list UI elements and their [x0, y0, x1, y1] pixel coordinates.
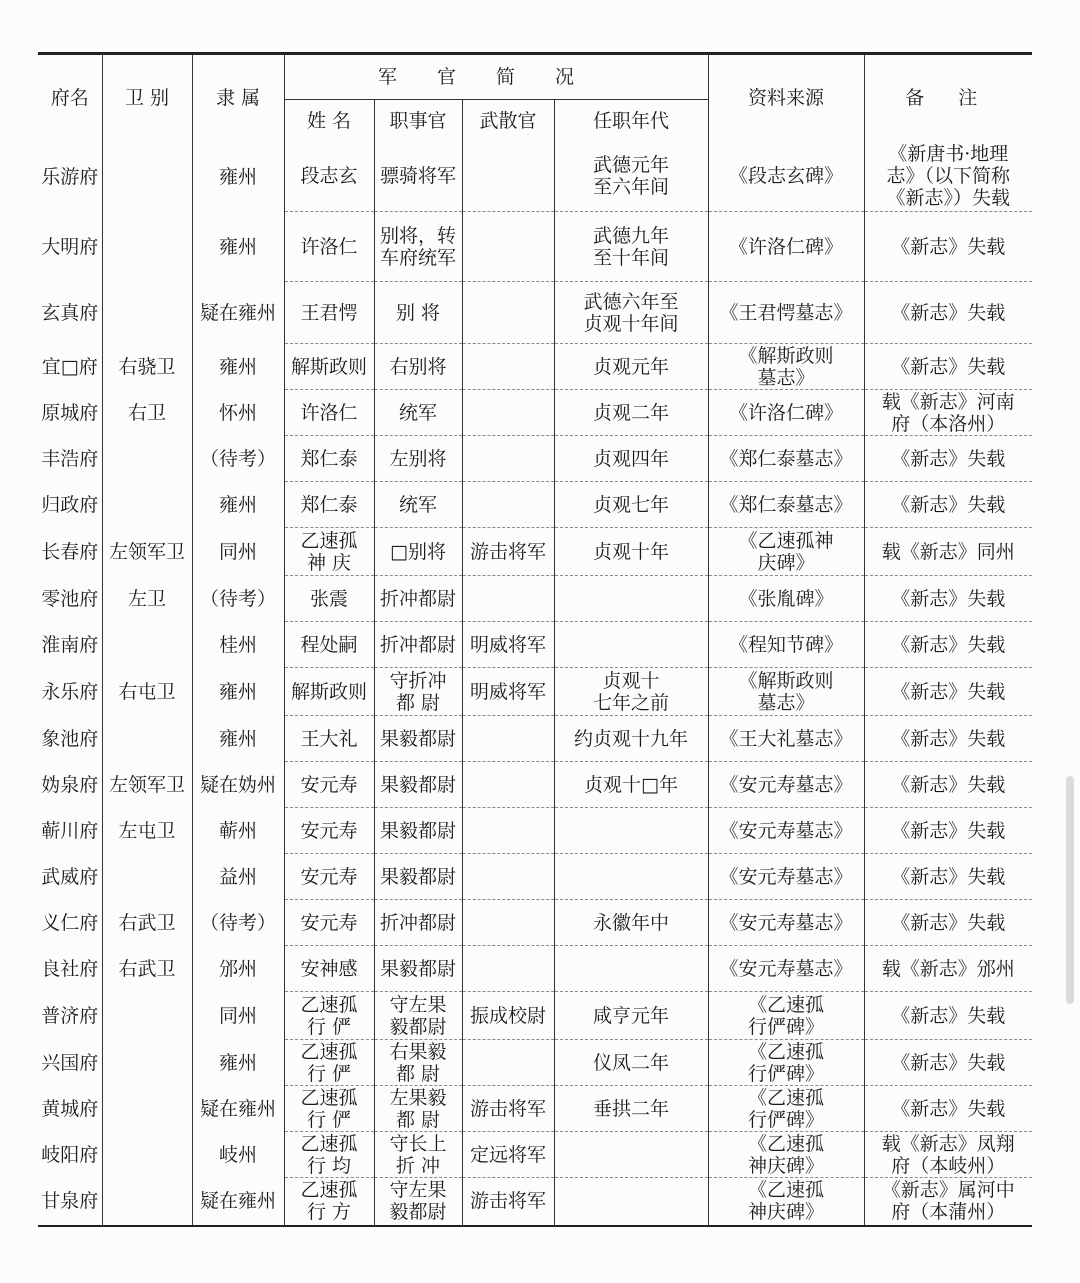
table-row: [38, 576, 1032, 622]
header-source: 资料来源: [708, 54, 864, 142]
row-tenure: [554, 1178, 708, 1226]
row-wei: 左领军卫: [102, 528, 192, 576]
row-wei: [102, 436, 192, 482]
row-wei: [102, 854, 192, 900]
row-tenure: 贞观十□年: [554, 762, 708, 808]
row-tenure: 约贞观十九年: [554, 716, 708, 762]
row-li-shu: 疑在雍州: [192, 282, 284, 344]
row-office: 骠骑将军: [374, 142, 462, 212]
row-fu-name: 兴国府: [38, 1040, 102, 1086]
row-source: 《乙速孤 行俨碑》: [708, 992, 864, 1040]
row-source: 《张胤碑》: [708, 576, 864, 622]
row-remarks: 《新志》失载: [864, 716, 1032, 762]
row-rank: [462, 1040, 554, 1086]
table-row: [38, 900, 1032, 946]
row-tenure: [554, 622, 708, 668]
row-office: 果毅都尉: [374, 808, 462, 854]
table-row: [38, 946, 1032, 992]
scrollbar-thumb[interactable]: [1066, 776, 1074, 1004]
row-remarks: 《新志》失载: [864, 576, 1032, 622]
header-officer-summary: 军官简况: [284, 54, 708, 100]
row-wei: 左领军卫: [102, 762, 192, 808]
row-source: 《安元寿墓志》: [708, 762, 864, 808]
row-fu-name: 蕲川府: [38, 808, 102, 854]
row-officer-name: 王君愕: [284, 282, 374, 344]
row-source: 《程知节碑》: [708, 622, 864, 668]
row-rank: [462, 142, 554, 212]
row-rank: [462, 946, 554, 992]
row-officer-name: 乙速孤 行 俨: [284, 1040, 374, 1086]
row-tenure: 贞观十年: [554, 528, 708, 576]
row-rank: [462, 282, 554, 344]
row-li-shu: 雍州: [192, 716, 284, 762]
row-officer-name: 乙速孤 行 俨: [284, 992, 374, 1040]
row-officer-name: 安神感: [284, 946, 374, 992]
row-remarks: 《新志》失载: [864, 622, 1032, 668]
row-tenure: 咸亨元年: [554, 992, 708, 1040]
row-rank: [462, 482, 554, 528]
row-li-shu: 雍州: [192, 1040, 284, 1086]
row-rank: [462, 716, 554, 762]
table-row: [38, 762, 1032, 808]
row-tenure: [554, 808, 708, 854]
row-fu-name: 丰浩府: [38, 436, 102, 482]
row-li-shu: 蕲州: [192, 808, 284, 854]
row-li-shu: 雍州: [192, 344, 284, 390]
row-source: 《乙速孤 行俨碑》: [708, 1086, 864, 1132]
row-officer-name: 乙速孤 行 俨: [284, 1086, 374, 1132]
row-fu-name: 岐阳府: [38, 1132, 102, 1178]
row-wei: 右武卫: [102, 946, 192, 992]
row-rank: [462, 808, 554, 854]
row-office: 守长上 折 冲: [374, 1132, 462, 1178]
header-name: 姓 名: [284, 100, 374, 142]
row-li-shu: 怀州: [192, 390, 284, 436]
table-body: [38, 142, 1032, 1226]
row-source: 《王君愕墓志》: [708, 282, 864, 344]
row-li-shu: 雍州: [192, 482, 284, 528]
row-office: 别 将: [374, 282, 462, 344]
row-officer-name: 段志玄: [284, 142, 374, 212]
table-row: [38, 992, 1032, 1040]
row-office: 折冲都尉: [374, 622, 462, 668]
row-fu-name: 大明府: [38, 212, 102, 282]
row-officer-name: 安元寿: [284, 762, 374, 808]
row-officer-name: 王大礼: [284, 716, 374, 762]
table-row: [38, 1178, 1032, 1226]
row-remarks: 《新志》失载: [864, 808, 1032, 854]
header-li-shu: 隶 属: [192, 54, 284, 142]
row-officer-name: 解斯政则: [284, 668, 374, 716]
row-source: 《王大礼墓志》: [708, 716, 864, 762]
row-source: 《安元寿墓志》: [708, 854, 864, 900]
row-officer-name: 郑仁泰: [284, 482, 374, 528]
row-office: 折冲都尉: [374, 900, 462, 946]
row-tenure: [554, 854, 708, 900]
row-officer-name: 乙速孤 行 方: [284, 1178, 374, 1226]
row-li-shu: 疑在雍州: [192, 1086, 284, 1132]
row-rank: 明威将军: [462, 622, 554, 668]
row-remarks: 载《新志》邠州: [864, 946, 1032, 992]
row-remarks: 《新志》失载: [864, 212, 1032, 282]
row-wei: [102, 1086, 192, 1132]
row-remarks: 《新志》失载: [864, 482, 1032, 528]
row-tenure: 武德元年 至六年间: [554, 142, 708, 212]
row-rank: [462, 900, 554, 946]
row-li-shu: （待考）: [192, 900, 284, 946]
row-rank: [462, 436, 554, 482]
row-officer-name: 安元寿: [284, 900, 374, 946]
row-li-shu: （待考）: [192, 576, 284, 622]
row-wei: [102, 622, 192, 668]
row-li-shu: 同州: [192, 528, 284, 576]
row-wei: [102, 212, 192, 282]
row-wei: 右卫: [102, 390, 192, 436]
row-fu-name: 象池府: [38, 716, 102, 762]
row-remarks: 载《新志》同州: [864, 528, 1032, 576]
row-tenure: 贞观四年: [554, 436, 708, 482]
row-tenure: 永徽年中: [554, 900, 708, 946]
row-office: 左别将: [374, 436, 462, 482]
row-officer-name: 郑仁泰: [284, 436, 374, 482]
table-row: [38, 716, 1032, 762]
row-wei: 左卫: [102, 576, 192, 622]
row-fu-name: 长春府: [38, 528, 102, 576]
row-source: 《乙速孤 神庆碑》: [708, 1178, 864, 1226]
row-remarks: 《新志》属河中 府（本蒲州）: [864, 1178, 1032, 1226]
header-fu-name: 府名: [38, 54, 102, 142]
row-remarks: 《新志》失载: [864, 436, 1032, 482]
row-source: 《郑仁泰墓志》: [708, 436, 864, 482]
row-wei: [102, 142, 192, 212]
row-remarks: 《新志》失载: [864, 1086, 1032, 1132]
row-office: 右别将: [374, 344, 462, 390]
row-remarks: 载《新志》河南 府（本洛州）: [864, 390, 1032, 436]
row-source: 《乙速孤神 庆碑》: [708, 528, 864, 576]
row-tenure: [554, 946, 708, 992]
row-officer-name: 安元寿: [284, 854, 374, 900]
table-row: [38, 668, 1032, 716]
row-officer-name: 解斯政则: [284, 344, 374, 390]
row-source: 《安元寿墓志》: [708, 946, 864, 992]
row-officer-name: 安元寿: [284, 808, 374, 854]
row-fu-name: 零池府: [38, 576, 102, 622]
row-source: 《解斯政则 墓志》: [708, 668, 864, 716]
row-fu-name: 武威府: [38, 854, 102, 900]
row-fu-name: 黄城府: [38, 1086, 102, 1132]
row-li-shu: 同州: [192, 992, 284, 1040]
row-remarks: 《新志》失载: [864, 900, 1032, 946]
row-wei: [102, 716, 192, 762]
row-wei: 右屯卫: [102, 668, 192, 716]
military-prefecture-table: [38, 52, 1032, 1227]
table-row: [38, 854, 1032, 900]
row-officer-name: 许洛仁: [284, 212, 374, 282]
row-officer-name: 乙速孤 神 庆: [284, 528, 374, 576]
header-rank: 武散官: [462, 100, 554, 142]
row-fu-name: 良社府: [38, 946, 102, 992]
row-remarks: 《新志》失载: [864, 762, 1032, 808]
row-li-shu: 岐州: [192, 1132, 284, 1178]
table-row: [38, 1132, 1032, 1178]
row-li-shu: （待考）: [192, 436, 284, 482]
table-row: [38, 344, 1032, 390]
row-wei: 左屯卫: [102, 808, 192, 854]
row-remarks: 《新唐书·地理 志》（以下简称 《新志》）失载: [864, 142, 1032, 212]
row-wei: [102, 282, 192, 344]
row-li-shu: 雍州: [192, 668, 284, 716]
row-tenure: 仪凤二年: [554, 1040, 708, 1086]
row-li-shu: 益州: [192, 854, 284, 900]
row-wei: [102, 482, 192, 528]
row-source: 《解斯政则 墓志》: [708, 344, 864, 390]
row-li-shu: 邠州: [192, 946, 284, 992]
table-row: [38, 142, 1032, 212]
row-rank: [462, 390, 554, 436]
row-fu-name: 妫泉府: [38, 762, 102, 808]
header-remarks: 备 注: [864, 54, 1032, 142]
row-fu-name: 普济府: [38, 992, 102, 1040]
row-rank: 游击将军: [462, 528, 554, 576]
row-source: 《段志玄碑》: [708, 142, 864, 212]
row-rank: [462, 212, 554, 282]
row-office: 果毅都尉: [374, 854, 462, 900]
row-li-shu: 疑在妫州: [192, 762, 284, 808]
row-remarks: 《新志》失载: [864, 668, 1032, 716]
row-rank: [462, 762, 554, 808]
row-rank: 游击将军: [462, 1086, 554, 1132]
row-remarks: 《新志》失载: [864, 1040, 1032, 1086]
row-remarks: 《新志》失载: [864, 282, 1032, 344]
row-wei: [102, 1178, 192, 1226]
row-office: 别将，转 车府统军: [374, 212, 462, 282]
row-fu-name: 义仁府: [38, 900, 102, 946]
row-office: 守左果 毅都尉: [374, 992, 462, 1040]
row-source: 《安元寿墓志》: [708, 900, 864, 946]
table-row: [38, 390, 1032, 436]
row-wei: 右骁卫: [102, 344, 192, 390]
header-office: 职事官: [374, 100, 462, 142]
row-source: 《乙速孤 神庆碑》: [708, 1132, 864, 1178]
row-office: 守左果 毅都尉: [374, 1178, 462, 1226]
row-tenure: 贞观元年: [554, 344, 708, 390]
row-fu-name: 甘泉府: [38, 1178, 102, 1226]
row-tenure: [554, 1132, 708, 1178]
row-fu-name: 淮南府: [38, 622, 102, 668]
row-office: 折冲都尉: [374, 576, 462, 622]
table-row: [38, 528, 1032, 576]
row-fu-name: 永乐府: [38, 668, 102, 716]
row-officer-name: 程处嗣: [284, 622, 374, 668]
row-rank: [462, 854, 554, 900]
row-wei: [102, 1040, 192, 1086]
row-remarks: 《新志》失载: [864, 992, 1032, 1040]
table-row: [38, 622, 1032, 668]
row-office: 果毅都尉: [374, 716, 462, 762]
row-li-shu: 疑在雍州: [192, 1178, 284, 1226]
table-row: [38, 482, 1032, 528]
row-office: 右果毅 都 尉: [374, 1040, 462, 1086]
row-fu-name: 乐游府: [38, 142, 102, 212]
row-fu-name: 归政府: [38, 482, 102, 528]
row-remarks: 《新志》失载: [864, 344, 1032, 390]
row-officer-name: 张震: [284, 576, 374, 622]
row-tenure: [554, 576, 708, 622]
row-li-shu: 雍州: [192, 212, 284, 282]
row-office: 守折冲 都 尉: [374, 668, 462, 716]
row-remarks: 《新志》失载: [864, 854, 1032, 900]
table-row: [38, 436, 1032, 482]
row-office: 左果毅 都 尉: [374, 1086, 462, 1132]
row-source: 《郑仁泰墓志》: [708, 482, 864, 528]
row-tenure: 武德六年至 贞观十年间: [554, 282, 708, 344]
row-office: 果毅都尉: [374, 946, 462, 992]
row-tenure: 贞观七年: [554, 482, 708, 528]
row-fu-name: 玄真府: [38, 282, 102, 344]
row-source: 《安元寿墓志》: [708, 808, 864, 854]
row-officer-name: 许洛仁: [284, 390, 374, 436]
row-source: 《许洛仁碑》: [708, 212, 864, 282]
row-rank: [462, 576, 554, 622]
table-row: [38, 1086, 1032, 1132]
header-wei-bie: 卫 别: [102, 54, 192, 142]
table-row: [38, 212, 1032, 282]
row-office: 统军: [374, 390, 462, 436]
row-wei: [102, 992, 192, 1040]
header-tenure-period: 任职年代: [554, 100, 708, 142]
table-row: [38, 808, 1032, 854]
row-li-shu: 桂州: [192, 622, 284, 668]
row-officer-name: 乙速孤 行 均: [284, 1132, 374, 1178]
row-tenure: 垂拱二年: [554, 1086, 708, 1132]
row-wei: 右武卫: [102, 900, 192, 946]
table-row: [38, 1040, 1032, 1086]
row-rank: [462, 344, 554, 390]
row-li-shu: 雍州: [192, 142, 284, 212]
row-tenure: 贞观十 七年之前: [554, 668, 708, 716]
row-fu-name: 宜□府: [38, 344, 102, 390]
row-wei: [102, 1132, 192, 1178]
table-row: [38, 282, 1032, 344]
row-fu-name: 原城府: [38, 390, 102, 436]
row-rank: 明威将军: [462, 668, 554, 716]
row-office: 统军: [374, 482, 462, 528]
row-office: □别将: [374, 528, 462, 576]
row-rank: 定远将军: [462, 1132, 554, 1178]
row-rank: 游击将军: [462, 1178, 554, 1226]
row-tenure: 贞观二年: [554, 390, 708, 436]
row-remarks: 载《新志》凤翔 府（本岐州）: [864, 1132, 1032, 1178]
row-source: 《许洛仁碑》: [708, 390, 864, 436]
row-tenure: 武德九年 至十年间: [554, 212, 708, 282]
row-rank: 振成校尉: [462, 992, 554, 1040]
row-office: 果毅都尉: [374, 762, 462, 808]
row-source: 《乙速孤 行俨碑》: [708, 1040, 864, 1086]
